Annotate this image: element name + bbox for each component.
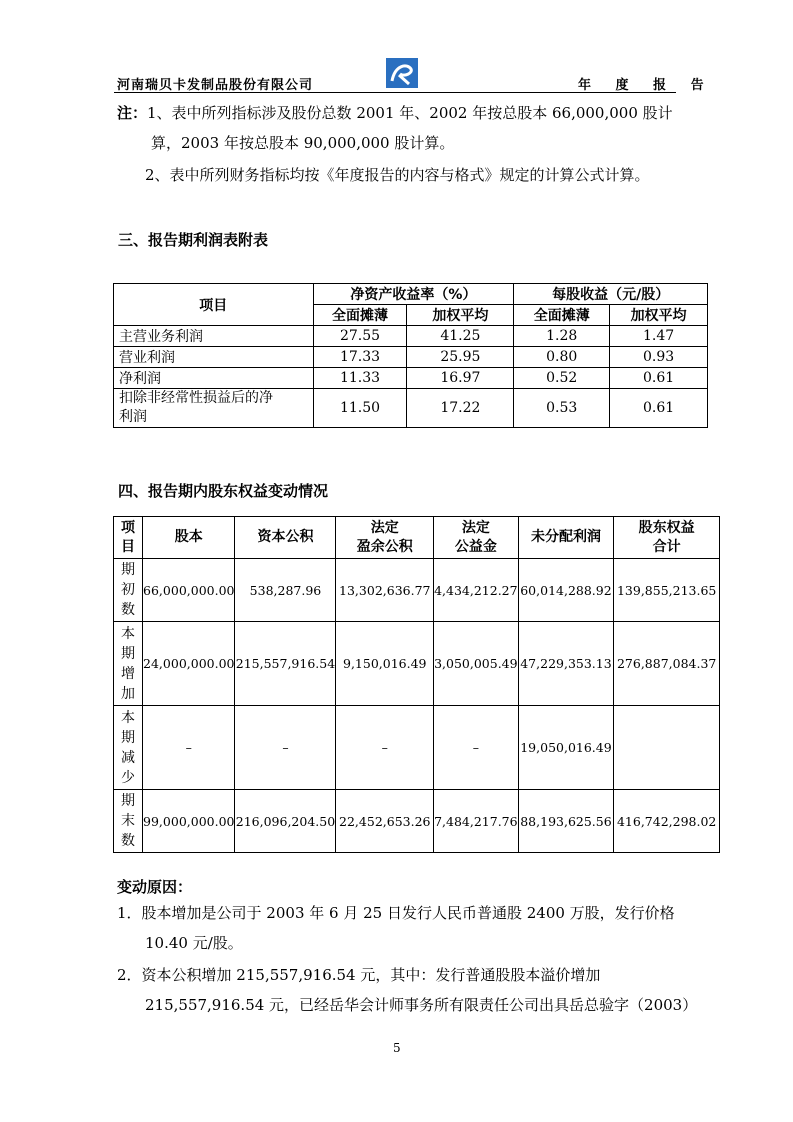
table-row <box>114 559 720 622</box>
note-1-text: 1、表中所列指标涉及股份总数 2001 年、2002 年按总股本 66,000,000 股计 <box>147 104 673 122</box>
cell-share-capital: 66,000,000.00 <box>143 559 235 622</box>
cell-surplus-reserve: 13,302,636.77 <box>336 559 434 622</box>
cell-surplus-reserve: 9,150,016.49 <box>336 622 434 706</box>
cell-roe-diluted: 11.50 <box>313 389 407 428</box>
header-retained-earnings: 未分配利润 <box>518 517 614 559</box>
cell-surplus-reserve: – <box>336 706 434 790</box>
row-label-char: 本 <box>121 709 136 726</box>
header-divider <box>114 92 676 93</box>
note-label: 注： <box>117 104 148 122</box>
cell-retained-earnings: 88,193,625.56 <box>518 790 614 853</box>
row-label-char: 增 <box>121 665 136 682</box>
cell-eps-diluted: 0.53 <box>514 389 610 428</box>
cell-roe-weighted: 41.25 <box>407 326 514 347</box>
header-welfare-line-1: 法定 <box>461 519 490 536</box>
cell-roe-diluted: 27.55 <box>313 326 407 347</box>
row-label-char: 期 <box>121 729 136 746</box>
reason-1-line-1: 1．股本增加是公司于 2003 年 6 月 25 日发行人民币普通股 2400 万股，发行价格 <box>117 904 675 922</box>
row-label-char: 加 <box>121 685 136 702</box>
table-row <box>114 706 720 790</box>
equity-changes-table <box>113 516 720 853</box>
cell-total-equity: 276,887,084.37 <box>614 622 720 706</box>
cell-share-capital: 99,000,000.00 <box>143 790 235 853</box>
cell-total-equity: 139,855,213.65 <box>614 559 720 622</box>
subheader-eps-diluted: 全面摊薄 <box>514 305 610 326</box>
cell-total-equity <box>614 706 720 790</box>
cell-eps-weighted: 0.61 <box>610 368 708 389</box>
cell-retained-earnings: 19,050,016.49 <box>518 706 614 790</box>
cell-welfare-fund: 3,050,005.49 <box>434 622 519 706</box>
subheader-roe-diluted: 全面摊薄 <box>313 305 407 326</box>
header-item: 项目 <box>114 284 314 326</box>
row-label: 主营业务利润 <box>114 326 314 347</box>
row-label-char: 初 <box>121 582 136 598</box>
cell-capital-reserve: – <box>235 706 336 790</box>
row-label-char: 数 <box>121 833 136 849</box>
table-row <box>114 622 720 706</box>
table-row <box>114 790 720 853</box>
company-logo-icon <box>385 57 419 89</box>
row-label-char: 末 <box>121 813 136 829</box>
row-label <box>114 559 143 622</box>
cell-surplus-reserve: 22,452,653.26 <box>336 790 434 853</box>
cell-capital-reserve: 538,287.96 <box>235 559 336 622</box>
table-row <box>114 389 708 428</box>
cell-share-capital: 24,000,000.00 <box>143 622 235 706</box>
table-row <box>114 326 708 347</box>
row-label-char: 减 <box>121 749 136 766</box>
row-label <box>114 389 314 428</box>
row-label <box>114 706 143 790</box>
section-3-title: 三、报告期利润表附表 <box>118 231 269 249</box>
note-1-line-1 <box>117 103 673 123</box>
cell-share-capital: – <box>143 706 235 790</box>
cell-eps-diluted: 0.52 <box>514 368 610 389</box>
note-2: 2、表中所列财务指标均按《年度报告的内容与格式》规定的计算公式计算。 <box>145 166 650 184</box>
header-company-name: 河南瑞贝卡发制品股份有限公司 <box>117 78 314 93</box>
header-welfare-fund <box>434 517 519 559</box>
row-label-char: 少 <box>121 769 136 786</box>
header-eps: 每股收益（元/股） <box>514 284 708 305</box>
header-welfare-line-2: 公益金 <box>454 538 497 555</box>
cell-eps-weighted: 0.61 <box>610 389 708 428</box>
cell-capital-reserve: 216,096,204.50 <box>235 790 336 853</box>
cell-retained-earnings: 60,014,288.92 <box>518 559 614 622</box>
cell-total-equity: 416,742,298.02 <box>614 790 720 853</box>
header-surplus-line-1: 法定 <box>370 519 399 536</box>
row-label <box>114 622 143 706</box>
header-total-equity <box>614 517 720 559</box>
header-report-title: 年 度 报 告 <box>578 78 714 93</box>
cell-retained-earnings: 47,229,353.13 <box>518 622 614 706</box>
note-1-line-2: 算，2003 年按总股本 90,000,000 股计算。 <box>151 134 455 152</box>
row-label-line-2: 利润 <box>119 409 147 425</box>
header-roe: 净资产收益率（%） <box>313 284 514 305</box>
row-label <box>114 790 143 853</box>
profit-supplement-table <box>113 283 708 428</box>
cell-roe-diluted: 11.33 <box>313 368 407 389</box>
row-label: 净利润 <box>114 368 314 389</box>
cell-roe-weighted: 17.22 <box>407 389 514 428</box>
row-label-char: 本 <box>121 625 136 642</box>
subheader-eps-weighted: 加权平均 <box>610 305 708 326</box>
cell-eps-weighted: 1.47 <box>610 326 708 347</box>
row-label-char: 数 <box>121 602 136 618</box>
reason-2-line-1: 2．资本公积增加 215,557,916.54 元，其中：发行普通股股本溢价增加 <box>117 966 601 984</box>
row-label-char: 期 <box>121 793 136 809</box>
header-equity-line-1: 股东权益 <box>638 519 695 536</box>
reasons-title: 变动原因： <box>117 878 193 896</box>
row-label-line-1: 扣除非经常性损益后的净 <box>119 390 273 406</box>
cell-welfare-fund: 4,434,212.27 <box>434 559 519 622</box>
header-surplus-reserve <box>336 517 434 559</box>
page-number: 5 <box>393 1041 401 1055</box>
cell-welfare-fund: 7,484,217.76 <box>434 790 519 853</box>
header-item-char-2: 目 <box>121 538 136 555</box>
row-label-char: 期 <box>121 645 136 662</box>
cell-eps-diluted: 0.80 <box>514 347 610 368</box>
cell-roe-weighted: 25.95 <box>407 347 514 368</box>
header-equity-line-2: 合计 <box>652 538 681 555</box>
header-item-char-1: 项 <box>121 519 136 536</box>
subheader-roe-weighted: 加权平均 <box>407 305 514 326</box>
section-4-title: 四、报告期内股东权益变动情况 <box>118 482 329 500</box>
header-capital-reserve: 资本公积 <box>235 517 336 559</box>
cell-roe-diluted: 17.33 <box>313 347 407 368</box>
cell-eps-weighted: 0.93 <box>610 347 708 368</box>
reason-2-line-2: 215,557,916.54 元，已经岳华会计师事务所有限责任公司出具岳总验字（2003） <box>145 996 698 1014</box>
cell-eps-diluted: 1.28 <box>514 326 610 347</box>
header-share-capital: 股本 <box>143 517 235 559</box>
header-item <box>114 517 143 559</box>
row-label: 营业利润 <box>114 347 314 368</box>
reason-1-line-2: 10.40 元/股。 <box>145 934 243 952</box>
table-row <box>114 347 708 368</box>
table-header-row <box>114 517 720 559</box>
cell-welfare-fund: – <box>434 706 519 790</box>
header-surplus-line-2: 盈余公积 <box>356 538 413 555</box>
table-header-row <box>114 284 708 305</box>
row-label-char: 期 <box>121 562 136 578</box>
cell-roe-weighted: 16.97 <box>407 368 514 389</box>
table-row <box>114 368 708 389</box>
cell-capital-reserve: 215,557,916.54 <box>235 622 336 706</box>
